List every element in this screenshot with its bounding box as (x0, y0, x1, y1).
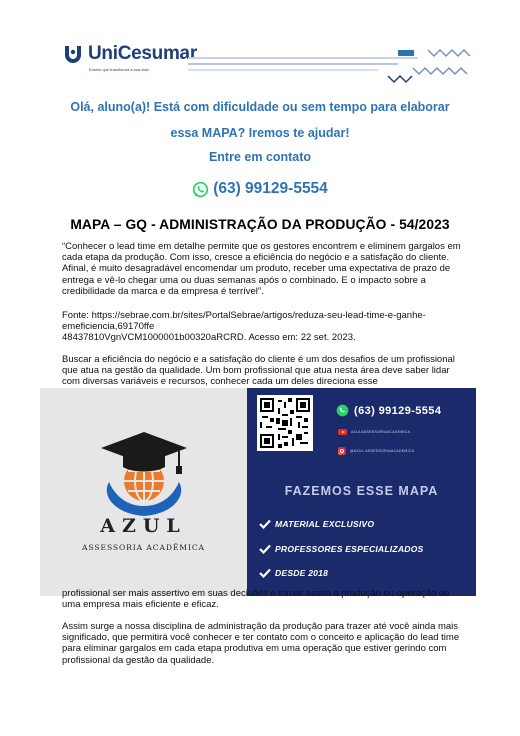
continuation-paragraph: profissional ser mais assertivo em suas decisões e tornar assim a produção ou operação de uma empresa mais eficiente e eficaz. (62, 588, 450, 611)
document-title: MAPA – GQ - ADMINISTRAÇÃO DA PRODUÇÃO - 54/2023 (70, 217, 450, 232)
ad-info-panel (247, 388, 476, 596)
youtube-handle: AZULASSESSORIAACADEMICA (351, 430, 411, 434)
contact-line-1: Olá, aluno(a)! Está com dificuldade ou sem tempo para elaborar (70, 100, 450, 114)
header-decoration (188, 46, 478, 86)
advertisement-banner[interactable] (40, 388, 476, 596)
graduation-cap-globe-logo (99, 426, 189, 518)
whatsapp-icon (336, 404, 349, 417)
qr-code-icon (260, 398, 310, 448)
feature-item (259, 568, 328, 578)
check-icon (259, 544, 271, 554)
qr-code[interactable] (257, 395, 313, 451)
whatsapp-icon (192, 181, 209, 198)
quote-paragraph: “Conhecer o lead time em detalhe permite que os gestores encontrem e eliminem gargalos em cada etapa da produção. Com isso, cresce a eficiência do negócio e a satisfação do cliente. Afinal, é muito desagradável encomendar um produto, receber uma expectativa de prazo de entrega e vê-lo chegar uma ou duas semanas após o combinado. E o impacto sobre a credibilidade da marca e da empresa é terrível”. (62, 241, 461, 297)
azul-brand-subtitle: ASSESSORIA ACADÊMICA (82, 543, 205, 552)
brand-tagline: Ensino que transforma a sua vida (89, 67, 149, 72)
source-access-date: 48437810VgnVCM1000001b00320aRCRD. Acesso em: 22 set. 2023. (62, 332, 356, 344)
contact-message (40, 96, 480, 144)
intro-paragraph: Buscar a eficiência do negócio e a satisfação do cliente é um dos desafios de um profissional que atua na gestão da qualidade. Um bom profissional que atua nesta área deve saber lidar com diversas variáveis e recursos, conhecer cada um deles direciona esse (62, 354, 455, 387)
contact-phone-link[interactable] (0, 180, 520, 198)
feature-item (259, 519, 374, 529)
unicesumar-logo-icon (62, 44, 84, 64)
source-paragraph (62, 310, 462, 344)
feature-label: MATERIAL EXCLUSIVO (275, 519, 375, 529)
closing-paragraph: Assim surge a nossa disciplina de administração da produção para trazer até você ainda mais significado, que permitirá você conhecer e ter contato com o conceito e aplicação do lead time para eliminar gargalos em cada etapa produtiva em uma operação que estiver gerindo com profissional da gestão da qualidade. (62, 621, 460, 666)
instagram-handle: @AZUL.ASSESSORIAACADEMICA (350, 449, 415, 453)
ad-phone-link[interactable] (336, 404, 441, 417)
ad-phone-number: (63) 99129-5554 (354, 404, 442, 417)
ad-headline: FAZEMOS ESSE MAPA (284, 484, 439, 498)
source-link[interactable]: Fonte: https://sebrae.com.br/sites/PortalSebrae/artigos/reduza-seu-lead-time-e-ganhe-emeficiencia,69170ffe (62, 310, 426, 333)
brand-name: UniCesumar (88, 43, 197, 64)
check-icon (259, 568, 271, 578)
instagram-icon (338, 447, 346, 455)
azul-brand-panel (40, 388, 247, 596)
contact-phone-number: (63) 99129-5554 (213, 180, 328, 197)
check-icon (259, 519, 271, 529)
feature-item (259, 544, 423, 554)
youtube-link[interactable] (338, 429, 410, 435)
contact-line-2: essa MAPA? Iremos te ajudar! (170, 126, 350, 140)
azul-brand-name: AZUL (100, 515, 187, 537)
unicesumar-logo (62, 44, 197, 64)
feature-label: DESDE 2018 (275, 568, 329, 578)
contact-cta: Entre em contato (208, 150, 312, 164)
instagram-link[interactable] (338, 447, 414, 455)
feature-label: PROFESSORES ESPECIALIZADOS (275, 544, 424, 554)
youtube-icon (338, 429, 347, 435)
